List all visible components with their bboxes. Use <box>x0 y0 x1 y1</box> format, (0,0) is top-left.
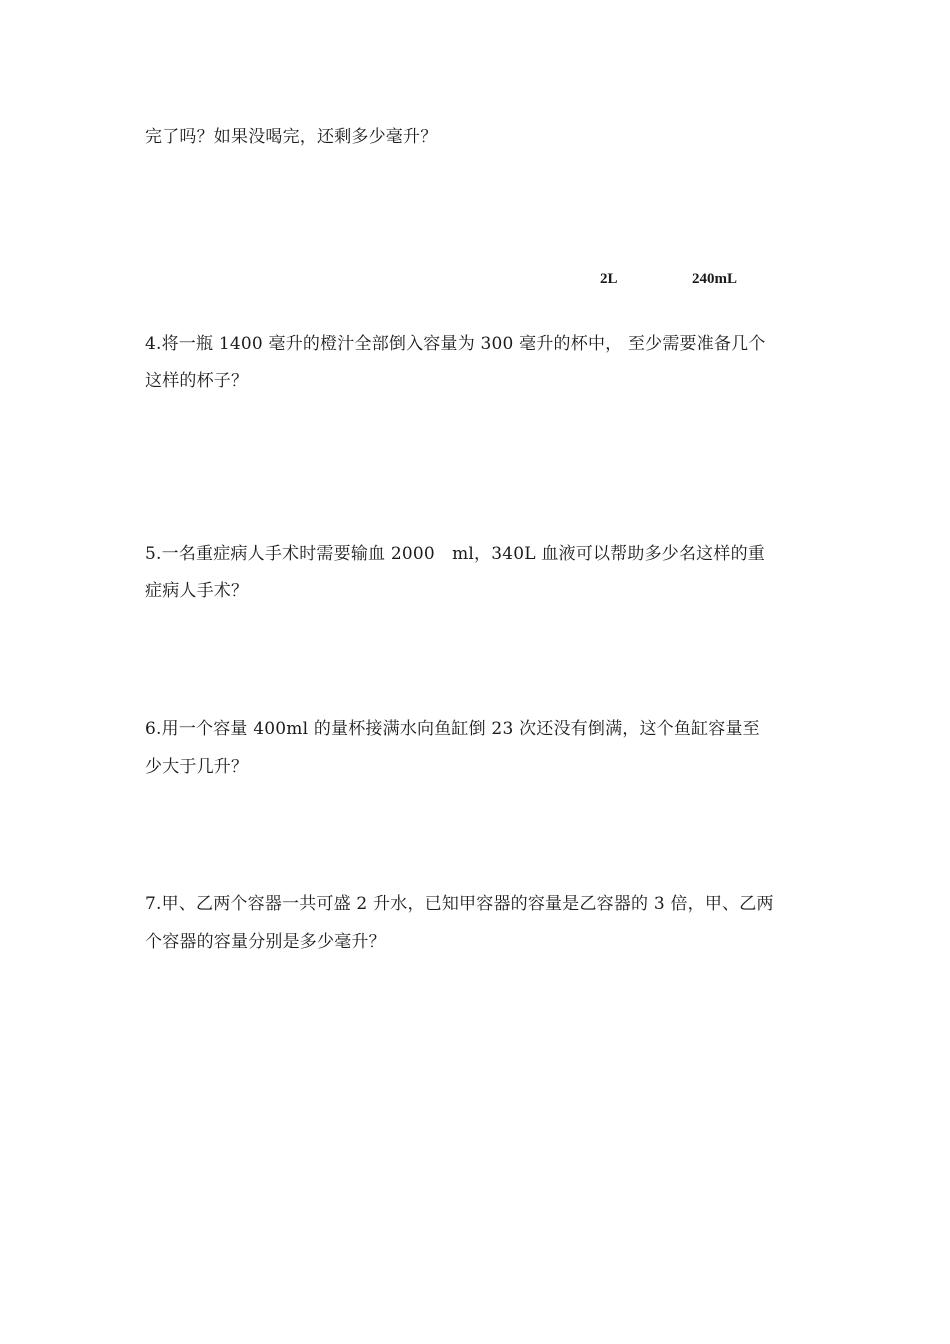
question-5-line-1: 5.一名重症病人手术时需要输血 2000 ml，340L 血液可以帮助多少名这样的重 <box>145 544 765 564</box>
question-4-line-1: 4.将一瓶 1400 毫升的橙汁全部倒入容量为 300 毫升的杯中， 至少需要准备几个 <box>145 334 766 354</box>
cup-volume-label: 240mL <box>692 271 737 287</box>
question-4-line-2: 这样的杯子？ <box>145 371 249 391</box>
continuation-line: 完了吗？如果没喝完，还剩多少毫升？ <box>145 127 438 147</box>
question-5-line-2: 症病人手术？ <box>145 581 249 601</box>
question-7-line-1: 7.甲、乙两个容器一共可盛 2 升水，已知甲容器的容量是乙容器的 3 倍，甲、乙两 <box>145 894 774 914</box>
question-7-line-2: 个容器的容量分别是多少毫升？ <box>145 932 386 952</box>
bottle-volume-label: 2L <box>600 271 618 287</box>
question-6-line-2: 少大于几升？ <box>145 757 249 777</box>
question-6-line-1: 6.用一个容量 400ml 的量杯接满水向鱼缸倒 23 次还没有倒满，这个鱼缸容量至 <box>145 719 760 739</box>
